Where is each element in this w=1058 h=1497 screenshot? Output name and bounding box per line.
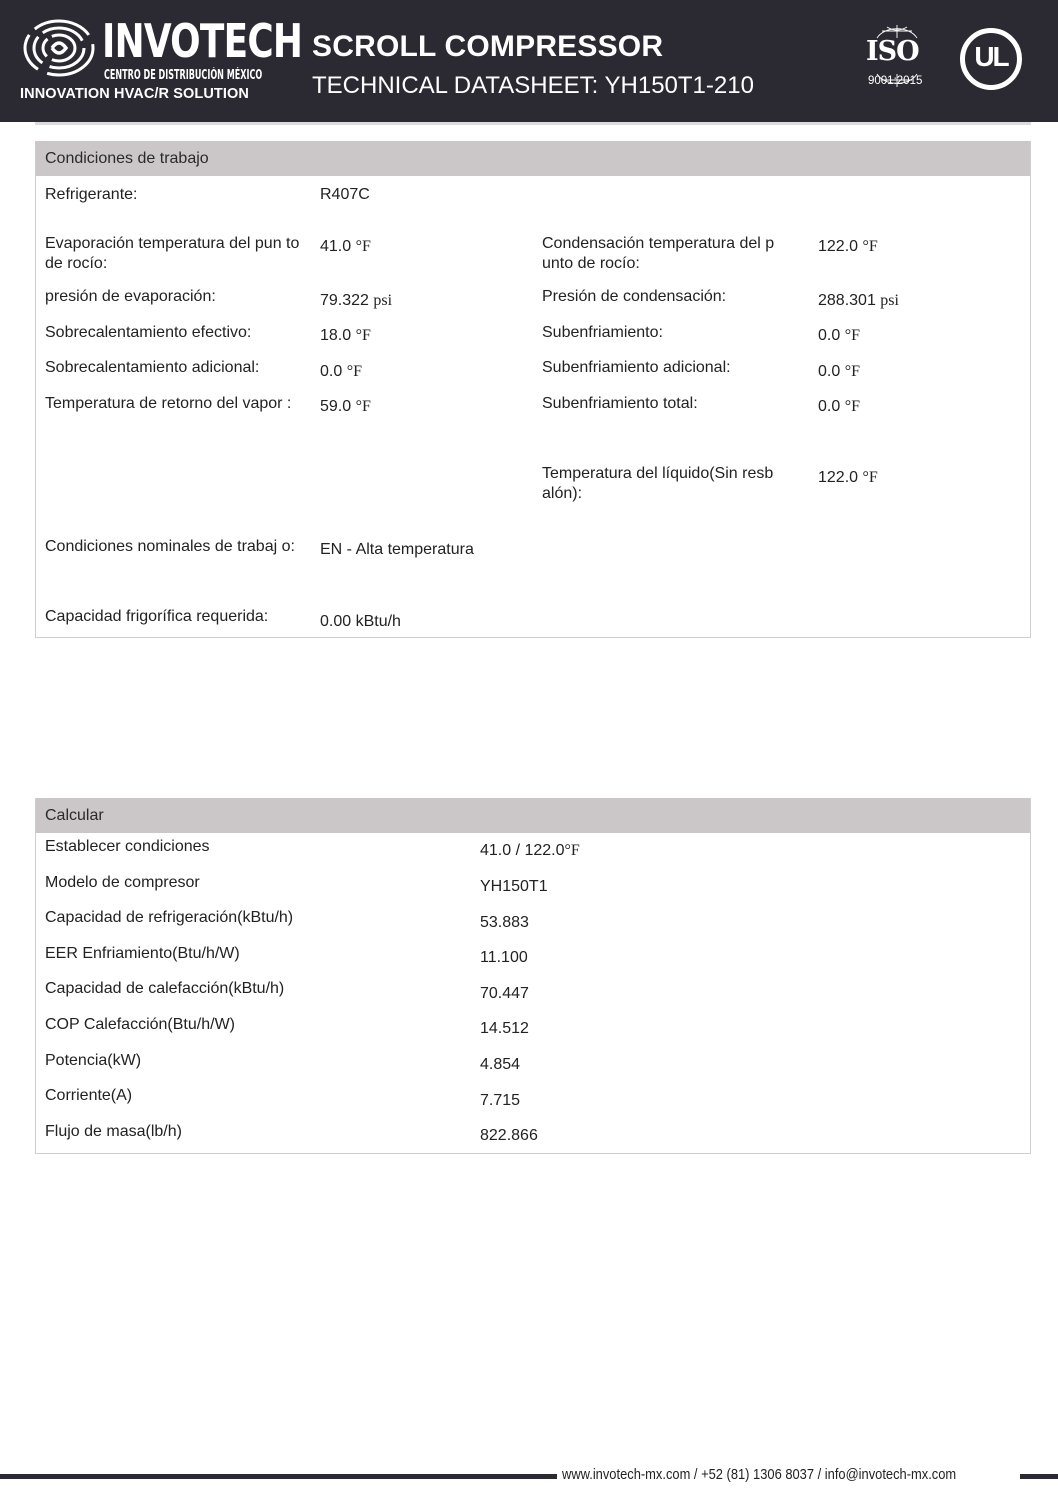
- refrigerant-label: Refrigerante:: [45, 186, 138, 203]
- heating-capacity-value: 70.447: [480, 985, 529, 1002]
- required-capacity-label: Capacidad frigorífica requerida:: [45, 608, 269, 625]
- return-vapor-temp-label: Temperatura de retorno del vapor :: [45, 395, 292, 412]
- logo-tagline: INNOVATION HVAC/R SOLUTION: [20, 86, 249, 102]
- eer-cooling-value: 11.100: [480, 949, 528, 966]
- liquid-temp-label: Temperatura del líquido(Sin resb alón):: [542, 465, 774, 502]
- heating-capacity-label: Capacidad de calefacción(kBtu/h): [45, 980, 285, 997]
- evaporation-pressure-value: 79.322 psi: [320, 292, 393, 309]
- working-conditions-panel: [35, 141, 1031, 638]
- cooling-capacity-value: 53.883: [480, 914, 529, 931]
- liquid-temp-value: 122.0 °F: [818, 469, 878, 486]
- condensation-temp-label: Condensación temperatura del p unto de rocío:: [542, 235, 775, 272]
- refrigerant-value: R407C: [320, 186, 370, 203]
- ul-label: UL: [974, 41, 1008, 72]
- cop-heating-label: COP Calefacción(Btu/h/W): [45, 1016, 235, 1033]
- subcooling-value: 0.0 °F: [818, 327, 860, 344]
- set-conditions-value: 41.0 / 122.0°F: [480, 842, 580, 859]
- set-conditions-label: Establecer condiciones: [45, 838, 210, 855]
- current-value: 7.715: [480, 1092, 521, 1109]
- iso-number: 9001:2015: [868, 75, 923, 87]
- iso-certification-badge: [862, 24, 932, 90]
- required-capacity-value: 0.00 kBtu/h: [320, 613, 401, 630]
- additional-subcooling-label: Subenfriamiento adicional:: [542, 359, 731, 376]
- current-label: Corriente(A): [45, 1087, 133, 1104]
- total-subcooling-value: 0.0 °F: [818, 398, 860, 415]
- condensation-pressure-label: Presión de condensación:: [542, 288, 727, 305]
- total-subcooling-label: Subenfriamiento total:: [542, 395, 698, 412]
- document-title: SCROLL COMPRESSOR: [312, 30, 664, 63]
- effective-superheat-value: 18.0 °F: [320, 327, 371, 344]
- swirl-logo-icon: [22, 18, 96, 78]
- compressor-model-value: YH150T1: [480, 878, 548, 895]
- footer-rule-right: [1020, 1474, 1058, 1479]
- mass-flow-value: 822.866: [480, 1127, 538, 1144]
- logo-subtitle: CENTRO DE DISTRIBUCIÓN MÉXICO: [104, 68, 263, 83]
- calculate-panel: [35, 798, 1031, 1154]
- iso-label: ISO: [866, 36, 919, 67]
- document-subtitle: TECHNICAL DATASHEET: YH150T1-210: [312, 72, 754, 99]
- footer-rule-left: [0, 1474, 557, 1479]
- header-banner: [0, 0, 1058, 122]
- additional-subcooling-value: 0.0 °F: [818, 363, 860, 380]
- ul-certification-badge: [960, 28, 1022, 90]
- cop-heating-value: 14.512: [480, 1020, 529, 1037]
- nominal-conditions-value: EN - Alta temperatura: [320, 541, 474, 558]
- subcooling-label: Subenfriamiento:: [542, 324, 663, 341]
- effective-superheat-label: Sobrecalentamiento efectivo:: [45, 324, 252, 341]
- condensation-temp-value: 122.0 °F: [818, 238, 878, 255]
- evaporation-pressure-label: presión de evaporación:: [45, 288, 216, 305]
- logo-wordmark: INVOTECH: [102, 14, 303, 68]
- evaporation-temp-value: 41.0 °F: [320, 238, 371, 255]
- mass-flow-label: Flujo de masa(lb/h): [45, 1123, 182, 1140]
- cooling-capacity-label: Capacidad de refrigeración(kBtu/h): [45, 909, 294, 926]
- panel-title: Condiciones de trabajo: [36, 141, 1030, 176]
- invotech-logo: [18, 14, 303, 106]
- power-value: 4.854: [480, 1056, 521, 1073]
- additional-superheat-value: 0.0 °F: [320, 363, 362, 380]
- evaporation-temp-label: Evaporación temperatura del pun to de rocío:: [45, 235, 300, 272]
- panel-title: Calcular: [36, 798, 1030, 833]
- additional-superheat-label: Sobrecalentamiento adicional:: [45, 359, 260, 376]
- return-vapor-temp-value: 59.0 °F: [320, 398, 371, 415]
- footer-contact: www.invotech-mx.com / +52 (81) 1306 8037 / info@invotech-mx.com: [562, 1466, 957, 1483]
- condensation-pressure-value: 288.301 psi: [818, 292, 899, 309]
- nominal-conditions-label: Condiciones nominales de trabaj o:: [45, 538, 295, 555]
- compressor-model-label: Modelo de compresor: [45, 874, 200, 891]
- header-divider: [35, 122, 1031, 125]
- power-label: Potencia(kW): [45, 1052, 142, 1069]
- eer-cooling-label: EER Enfriamiento(Btu/h/W): [45, 945, 240, 962]
